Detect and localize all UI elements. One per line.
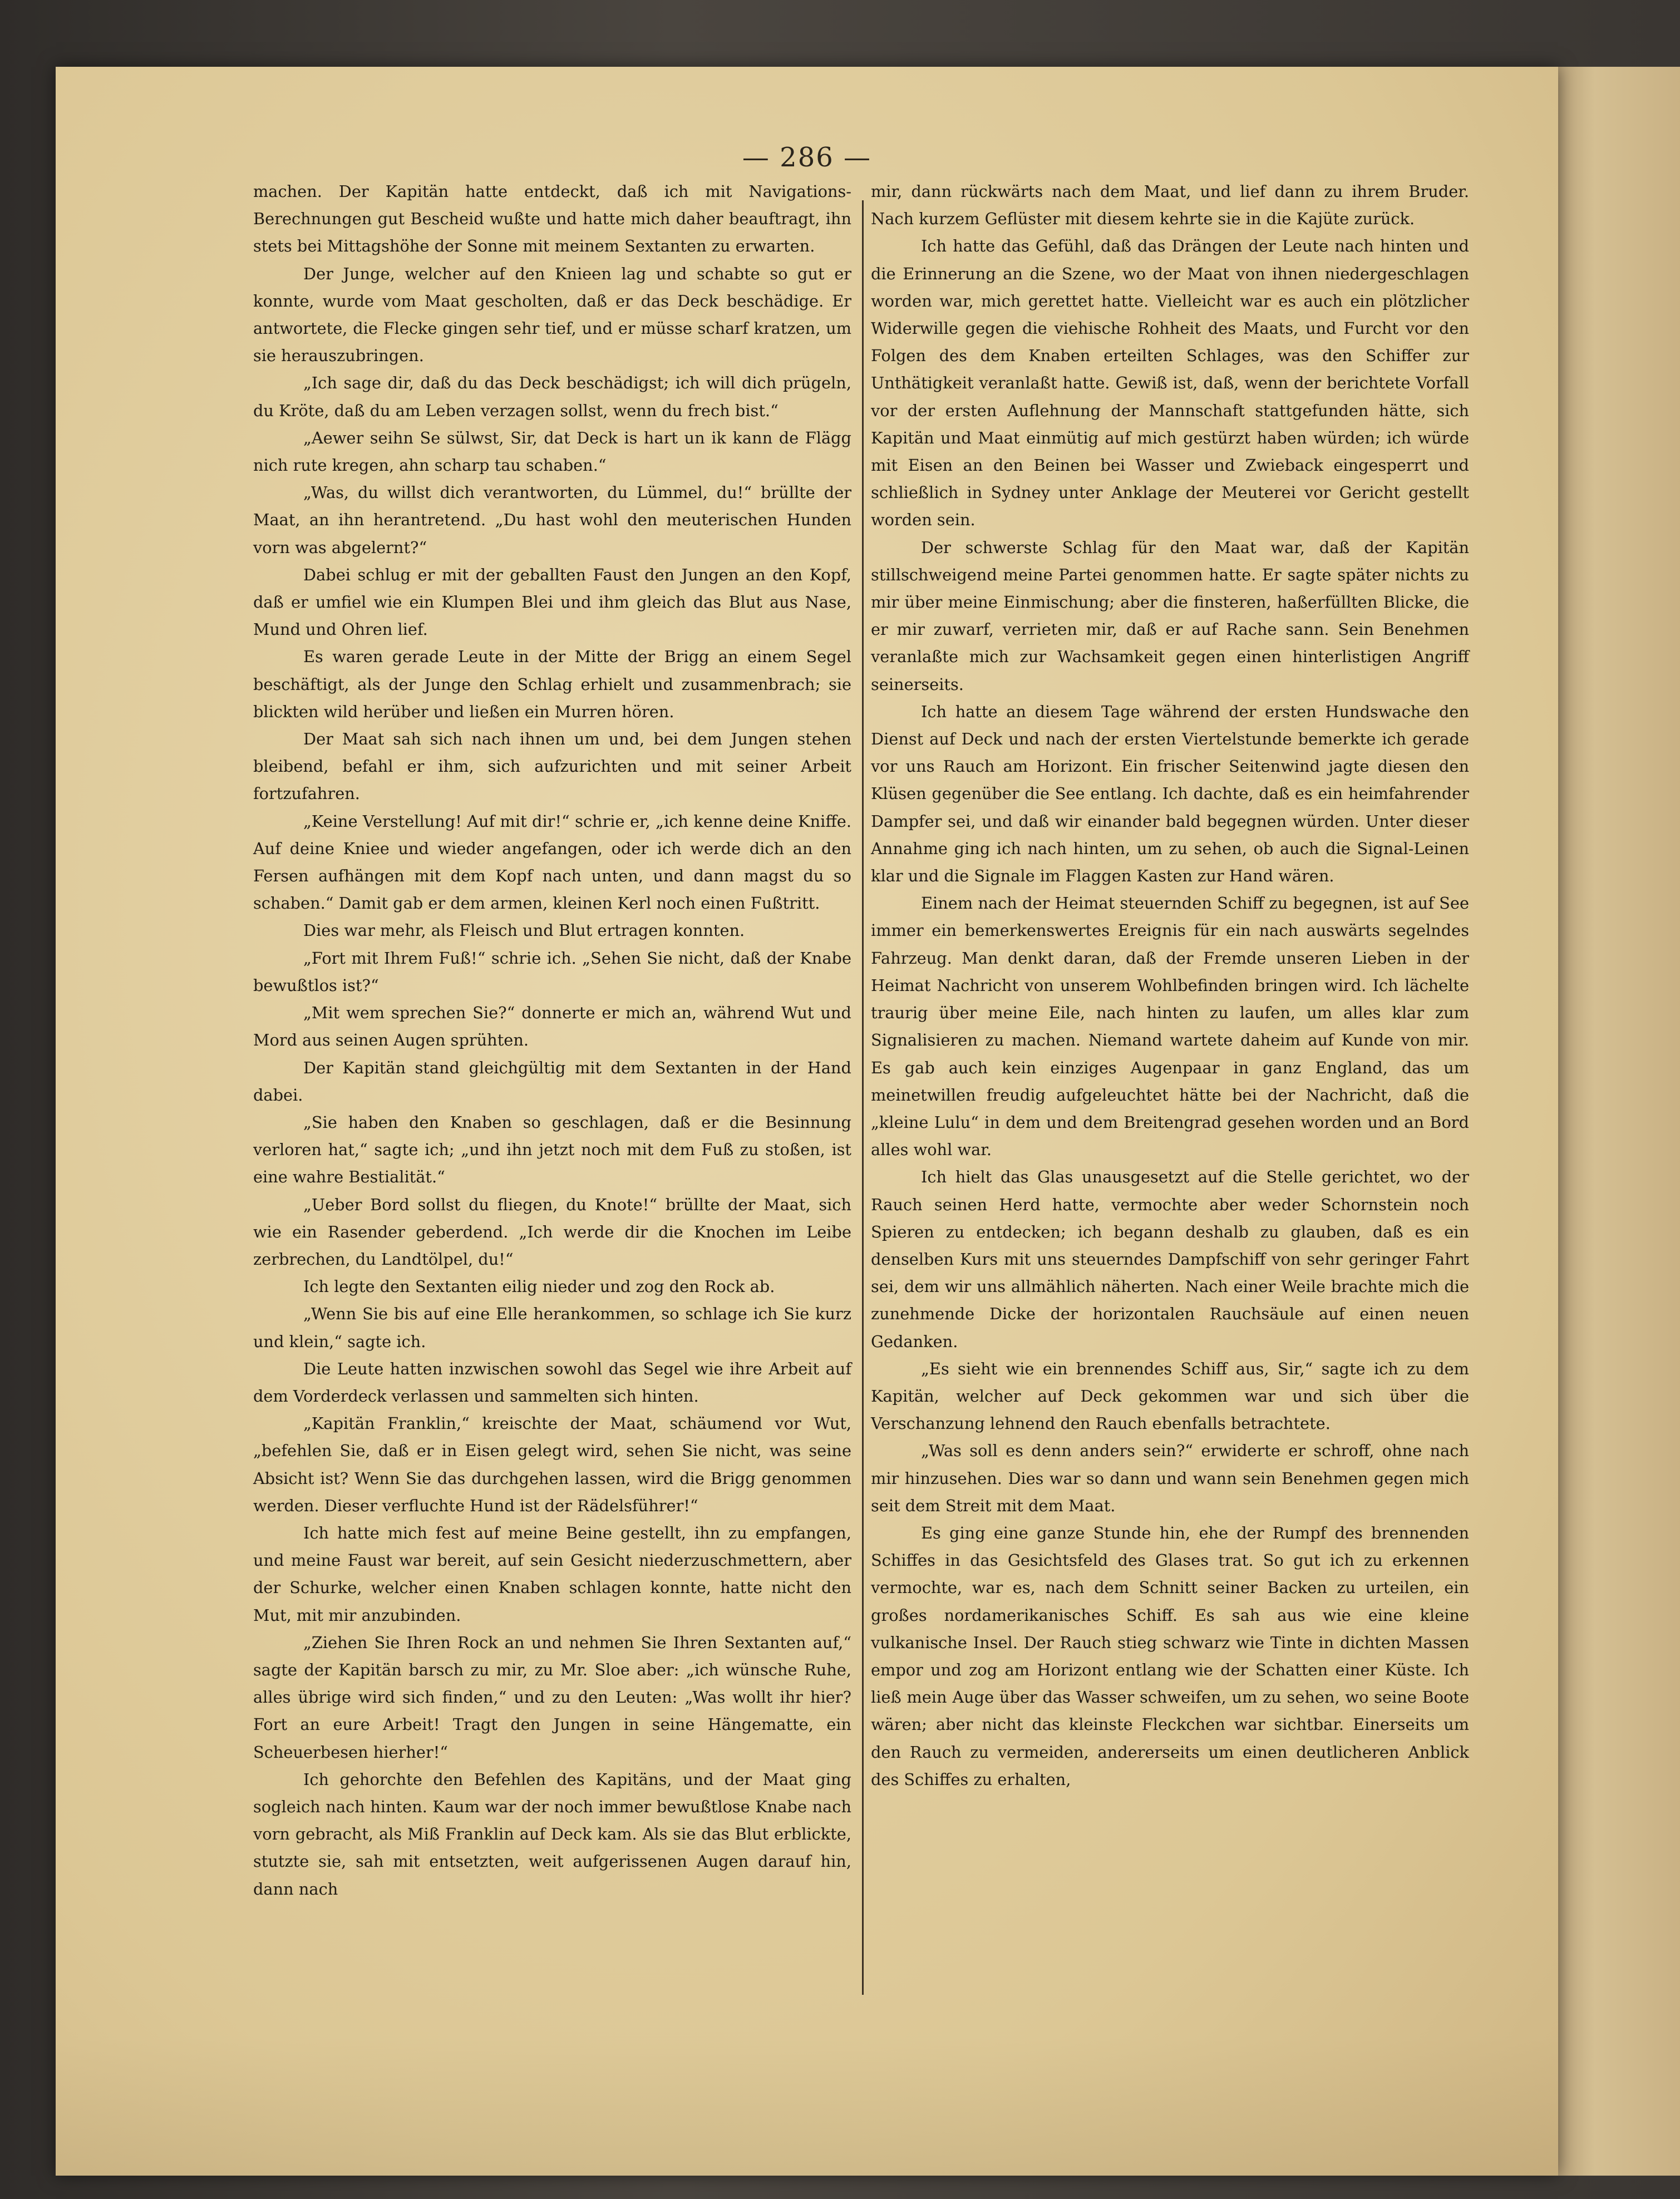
paragraph: „Kapitän Franklin,“ kreischte der Maat, schäumend vor Wut, „befehlen Sie, daß er in Eisen gelegt wird, sehen Sie nicht, was seine Absicht ist? Wenn Sie das durchgehen lassen, wird die Brigg genommen werden. Dieser verfluchte Hund ist der Rädelsführer!“ <box>253 1414 851 1515</box>
left-text-column <box>253 178 851 1903</box>
paragraph: Ich hatte mich fest auf meine Beine gestellt, ihn zu empfangen, und meine Faust war bereit, auf sein Gesicht niederzuschmettern, aber der Schurke, welcher einen Knaben schlagen konnte, hatte nicht den Mut, mit mir anzubinden. <box>253 1523 851 1625</box>
book-page <box>56 67 1558 2176</box>
paragraph: „Was soll es denn anders sein?“ erwiderte er schroff, ohne nach mir hinzusehen. Dies war so dann und wann sein Benehmen gegen mich seit dem Streit mit dem Maat. <box>871 1441 1469 1515</box>
paragraph: Einem nach der Heimat steuernden Schiff zu begegnen, ist auf See immer ein bemerkenswertes Ereignis für ein nach auswärts segelndes Fahrzeug. Man denkt daran, daß der Fremde unseren Lieben in der Heimat Nachricht von unserem Wohlbefinden bringen wird. Ich lächelte traurig über meine Eile, nach hinten zu laufen, um alles klar zum Signalisieren zu machen. Niemand wartete daheim auf Kunde von mir. Es gab auch kein einziges Augenpaar in ganz England, das um meinetwillen freudig aufgeleuchtet hätte bei der Nachricht, daß die „kleine Lulu“ in dem und dem Breitengrad gesehen worden und an Bord alles wohl war. <box>871 894 1469 1160</box>
paragraph: Ich hielt das Glas unausgesetzt auf die Stelle gerichtet, wo der Rauch seinen Herd hatte, vermochte aber weder Schornstein noch Spieren zu entdecken; ich begann deshalb zu glauben, daß es ein denselben Kurs mit uns steuerndes Dampfschiff von sehr geringer Fahrt sei, dem wir uns allmählich näherten. Nach einer Weile brachte mich die zunehmende Dicke der horizontalen Rauchsäule auf einen neuen Gedanken. <box>871 1167 1469 1351</box>
paragraph: „Ueber Bord sollst du fliegen, du Knote!“ brüllte der Maat, sich wie ein Rasender geberdend. „Ich werde dir die Knochen im Leibe zerbrechen, du Landtölpel, du!“ <box>253 1195 851 1269</box>
paragraph: Dabei schlug er mit der geballten Faust den Jungen an den Kopf, daß er umfiel wie ein Klumpen Blei und ihm gleich das Blut aus Nase, Mund und Ohren lief. <box>253 565 851 639</box>
adjacent-page-edge <box>1555 67 1680 2176</box>
paragraph: „Aewer seihn Se sülwst, Sir, dat Deck is hart un ik kann de Flägg nich rute kregen, ahn scharp tau schaben.“ <box>253 428 851 475</box>
paragraph: „Ich sage dir, daß du das Deck beschädigst; ich will dich prügeln, du Kröte, daß du am Leben verzagen sollst, wenn du frech bist.“ <box>253 373 851 420</box>
paragraph: „Fort mit Ihrem Fuß!“ schrie ich. „Sehen Sie nicht, daß der Knabe bewußtlos ist?“ <box>253 948 851 995</box>
column-divider <box>862 200 864 1995</box>
paragraph: mir, dann rückwärts nach dem Maat, und lief dann zu ihrem Bruder. Nach kurzem Geflüster mit diesem kehrte sie in die Kajüte zurück. <box>871 182 1469 229</box>
paragraph: Der Junge, welcher auf den Knieen lag und schabte so gut er konnte, wurde vom Maat gescholten, daß er das Deck beschädige. Er antwortete, die Flecke gingen sehr tief, und er müsse scharf kratzen, um sie herauszubringen. <box>253 264 851 366</box>
paragraph: „Mit wem sprechen Sie?“ donnerte er mich an, während Wut und Mord aus seinen Augen sprühten. <box>253 1003 851 1050</box>
paragraph: Ich gehorchte den Befehlen des Kapitäns, und der Maat ging sogleich nach hinten. Kaum war der noch immer bewußtlose Knabe nach vorn gebracht, als Miß Franklin auf Deck kam. Als sie das Blut erblickte, stutzte sie, sah mit entsetzten, weit aufgerissenen Augen darauf hin, dann nach <box>253 1769 851 1899</box>
page-number: — 286 — <box>742 142 872 173</box>
paragraph: machen. Der Kapitän hatte entdeckt, daß ich mit Navigations-Berechnungen gut Bescheid wußte und hatte mich daher beauftragt, ihn stets bei Mittagshöhe der Sonne mit meinem Sextanten zu erwarten. <box>253 182 851 256</box>
paragraph: Der schwerste Schlag für den Maat war, daß der Kapitän stillschweigend meine Partei genommen hatte. Er sagte später nichts zu mir über meine Einmischung; aber die finsteren, haßerfüllten Blicke, die er mir zuwarf, verrieten mir, daß er auf Rache sann. Sein Benehmen veranlaßte mich zur Wachsamkeit gegen einen hinterlistigen Angriff seinerseits. <box>871 538 1469 694</box>
paragraph: Die Leute hatten inzwischen sowohl das Segel wie ihre Arbeit auf dem Vorderdeck verlassen und sammelten sich hinten. <box>253 1359 851 1406</box>
paragraph: „Ziehen Sie Ihren Rock an und nehmen Sie Ihren Sextanten auf,“ sagte der Kapitän barsch zu mir, zu Mr. Sloe aber: „ich wünsche Ruhe, alles übrige wird sich finden,“ und zu den Leuten: „Was wollt ihr hier? Fort an eure Arbeit! Tragt den Jungen in seine Hängematte, ein Scheuerbesen hierher!“ <box>253 1633 851 1762</box>
paragraph: Es ging eine ganze Stunde hin, ehe der Rumpf des brennenden Schiffes in das Gesichtsfeld des Glases trat. So gut ich zu erkennen vermochte, war es, nach dem Schnitt seiner Backen zu urteilen, ein großes nordamerikanisches Schiff. Es sah aus wie eine kleine vulkanische Insel. Der Rauch stieg schwarz wie Tinte in dichten Massen empor und zog am Horizont entlang wie der Schatten einer Küste. Ich ließ mein Auge über das Wasser schweifen, um zu sehen, wo seine Boote wären; aber nicht das kleinste Fleckchen war sichtbar. Einerseits um den Rauch zu vermeiden, andererseits um einen deutlicheren Anblick des Schiffes zu erhalten, <box>871 1523 1469 1789</box>
paragraph: „Sie haben den Knaben so geschlagen, daß er die Besinnung verloren hat,“ sagte ich; „und ihn jetzt noch mit dem Fuß zu stoßen, ist eine wahre Bestialität.“ <box>253 1112 851 1187</box>
paragraph: „Keine Verstellung! Auf mit dir!“ schrie er, „ich kenne deine Kniffe. Auf deine Kniee und wieder angefangen, oder ich werde dich an den Fersen aufhängen mit dem Kopf nach unten, und dann magst du so schaben.“ Damit gab er dem armen, kleinen Kerl noch einen Fußtritt. <box>253 811 851 913</box>
paragraph: Es waren gerade Leute in der Mitte der Brigg an einem Segel beschäftigt, als der Junge den Schlag erhielt und zusammenbrach; sie blickten wild herüber und ließen ein Murren hören. <box>253 647 851 721</box>
page-bottom-margin <box>56 2037 1558 2176</box>
right-text-column <box>871 178 1469 1793</box>
paragraph: „Es sieht wie ein brennendes Schiff aus, Sir,“ sagte ich zu dem Kapitän, welcher auf Deck gekommen war und sich über die Verschanzung lehnend den Rauch ebenfalls betrachtete. <box>871 1359 1469 1433</box>
paragraph: Ich hatte an diesem Tage während der ersten Hundswache den Dienst auf Deck und nach der ersten Viertelstunde bemerkte ich gerade vor uns Rauch am Horizont. Ein frischer Seitenwind jagte diesen den Klüsen gegenüber die See entlang. Ich dachte, daß es ein heimfahrender Dampfer sei, und daß wir einander bald begegnen würden. Unter dieser Annahme ging ich nach hinten, um zu sehen, ob auch die Signal-Leinen klar und die Signale im Flaggen Kasten zur Hand wären. <box>871 702 1469 886</box>
paragraph: Der Kapitän stand gleichgültig mit dem Sextanten in der Hand dabei. <box>253 1058 851 1105</box>
paragraph: Dies war mehr, als Fleisch und Blut ertragen konnten. <box>303 921 745 940</box>
paragraph: Der Maat sah sich nach ihnen um und, bei dem Jungen stehen bleibend, befahl er ihm, sich aufzurichten und mit seiner Arbeit fortzufahren. <box>253 729 851 803</box>
paragraph: „Was, du willst dich verantworten, du Lümmel, du!“ brüllte der Maat, an ihn herantretend. „Du hast wohl den meuterischen Hunden vorn was abgelernt?“ <box>253 483 851 557</box>
paragraph: Ich hatte das Gefühl, daß das Drängen der Leute nach hinten und die Erinnerung an die Szene, wo der Maat von ihnen niedergeschlagen worden war, mich gerettet hatte. Vielleicht war es auch ein plötzlicher Widerwille gegen die viehische Rohheit des Maats, und Furcht vor den Folgen des dem Knaben erteilten Schlages, was den Schiffer zur Unthätigkeit veranlaßt hatte. Gewiß ist, daß, wenn der berichtete Vorfall vor der ersten Auflehnung der Mannschaft stattgefunden hätte, sich Kapitän und Maat einmütig auf mich gestürzt haben würden; ich würde mit Eisen an den Beinen bei Wasser und Zwieback eingesperrt und schließlich in Sydney unter Anklage der Meuterei vor Gericht gestellt worden sein. <box>871 236 1469 530</box>
paragraph: „Wenn Sie bis auf eine Elle herankommen, so schlage ich Sie kurz und klein,“ sagte ich. <box>253 1304 851 1351</box>
paragraph: Ich legte den Sextanten eilig nieder und zog den Rock ab. <box>303 1277 775 1296</box>
